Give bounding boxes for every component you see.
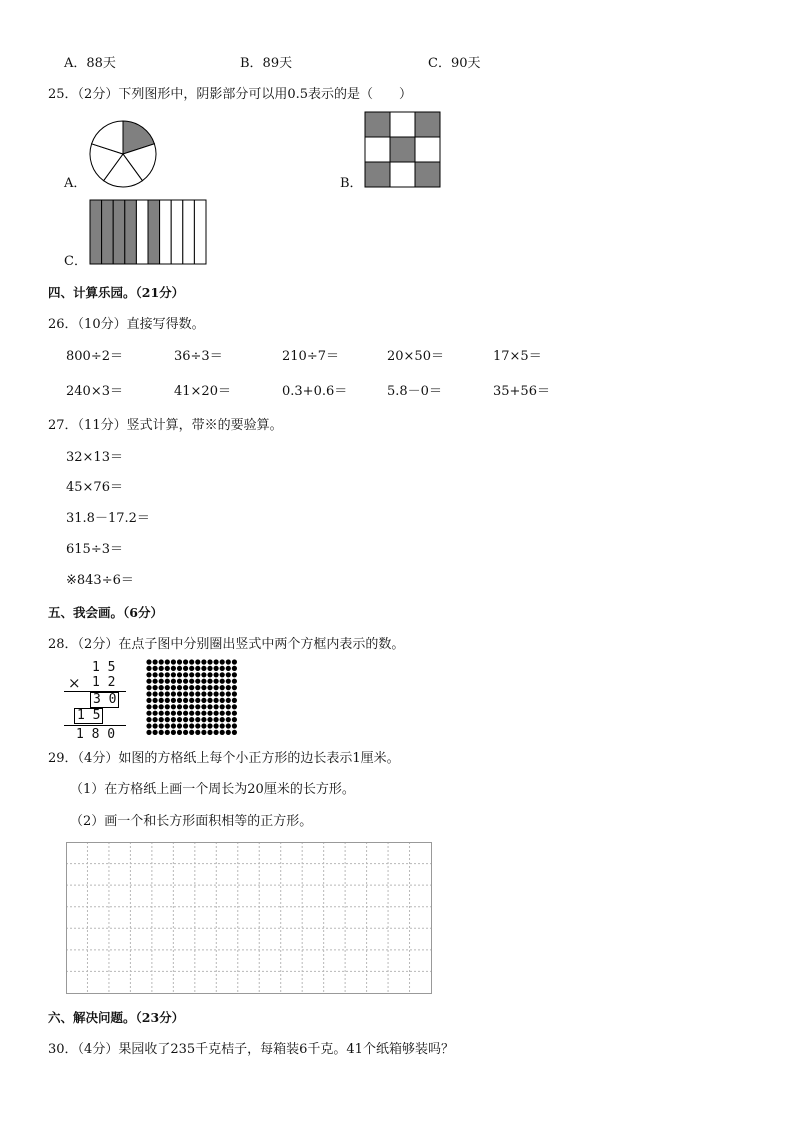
vertical-calc-item: 615÷3＝ <box>66 542 123 557</box>
dot <box>232 723 237 728</box>
vertical-calc-item: ※843÷6＝ <box>66 573 134 588</box>
question-29-sub-2: （2）画一个和长方形面积相等的正方形。 <box>70 814 313 829</box>
calc-item: 5.8－0＝ <box>387 384 442 399</box>
dot <box>183 698 188 703</box>
dot <box>214 666 219 671</box>
dot <box>226 691 231 696</box>
dot <box>159 723 164 728</box>
dot <box>226 666 231 671</box>
vertical-calc-item: 32×13＝ <box>66 450 123 465</box>
dot <box>171 698 176 703</box>
dot <box>171 679 176 684</box>
dot <box>220 698 225 703</box>
dot <box>232 717 237 722</box>
dot <box>214 691 219 696</box>
dot <box>153 659 158 664</box>
dot <box>159 730 164 735</box>
dot <box>177 666 182 671</box>
dot <box>201 723 206 728</box>
dot <box>214 723 219 728</box>
dot <box>146 717 151 722</box>
calc-item: 240×3＝ <box>66 384 123 399</box>
dot <box>207 685 212 690</box>
dot <box>232 704 237 709</box>
dot <box>146 685 151 690</box>
dot <box>220 666 225 671</box>
dot <box>159 672 164 677</box>
q25-label-c: C． <box>64 254 87 269</box>
dot <box>183 730 188 735</box>
dot <box>189 730 194 735</box>
dot <box>195 717 200 722</box>
checker-cell-shaded <box>415 162 440 187</box>
dot <box>232 730 237 735</box>
dot <box>159 711 164 716</box>
section-6-title: 六、解决问题。（23分） <box>48 1010 185 1025</box>
dot <box>201 659 206 664</box>
stripe <box>194 200 206 264</box>
dot <box>159 717 164 722</box>
dot <box>165 679 170 684</box>
dot <box>189 691 194 696</box>
dot <box>165 704 170 709</box>
dot <box>171 717 176 722</box>
dot <box>177 704 182 709</box>
calc-item: 36÷3＝ <box>174 349 223 364</box>
dot <box>146 698 151 703</box>
checker-cell-shaded <box>415 112 440 137</box>
checker-cell <box>390 162 415 187</box>
dot <box>220 723 225 728</box>
question-29-sub-1: （1）在方格纸上画一个周长为20厘米的长方形。 <box>70 782 355 797</box>
dot <box>146 679 151 684</box>
dot <box>214 685 219 690</box>
dot <box>183 691 188 696</box>
question-26-stem: 26．（10分）直接写得数。 <box>48 317 205 332</box>
dot <box>220 711 225 716</box>
dot <box>183 666 188 671</box>
checker-cell-shaded <box>390 137 415 162</box>
dot <box>226 685 231 690</box>
dot <box>159 685 164 690</box>
dot <box>177 691 182 696</box>
dot <box>201 691 206 696</box>
dot <box>171 711 176 716</box>
stripe <box>160 200 172 264</box>
dot <box>195 704 200 709</box>
dot <box>146 672 151 677</box>
vertical-calc-item: 45×76＝ <box>66 480 123 495</box>
dot <box>165 711 170 716</box>
dot <box>201 685 206 690</box>
dot <box>153 698 158 703</box>
calc-item: 35+56＝ <box>493 384 550 399</box>
dot <box>220 704 225 709</box>
dot <box>165 672 170 677</box>
dot <box>195 672 200 677</box>
dot <box>183 723 188 728</box>
checker-cell-shaded <box>365 112 390 137</box>
dot <box>232 666 237 671</box>
dot <box>146 723 151 728</box>
grid-border <box>67 843 432 994</box>
q25-label-a: A． <box>64 176 87 191</box>
dot <box>195 723 200 728</box>
dot <box>165 666 170 671</box>
dot <box>171 730 176 735</box>
dot <box>226 672 231 677</box>
question-30-stem: 30．（4分）果园收了235千克桔子，每箱装6千克。41个纸箱够装吗？ <box>48 1042 454 1057</box>
dot <box>195 666 200 671</box>
dot <box>153 672 158 677</box>
dot <box>153 711 158 716</box>
stripe-shaded <box>102 200 114 264</box>
dot <box>201 730 206 735</box>
dot <box>201 711 206 716</box>
dot <box>159 659 164 664</box>
dot <box>201 679 206 684</box>
dot <box>214 679 219 684</box>
dot <box>159 691 164 696</box>
grid-paper[interactable] <box>66 842 432 994</box>
dot <box>183 659 188 664</box>
dot <box>171 704 176 709</box>
section-5-title: 五、我会画。（6分） <box>48 605 163 620</box>
dot <box>189 672 194 677</box>
dot <box>159 704 164 709</box>
times-sign: × <box>68 674 81 692</box>
pie-figure <box>88 119 158 189</box>
dot <box>207 659 212 664</box>
dot <box>195 659 200 664</box>
dot <box>177 698 182 703</box>
dot <box>201 717 206 722</box>
dot <box>214 717 219 722</box>
checker-cell <box>365 137 390 162</box>
dot <box>189 704 194 709</box>
calc-item: 0.3+0.6＝ <box>282 384 348 399</box>
dot <box>153 685 158 690</box>
question-27-stem: 27．（11分）竖式计算，带※的要验算。 <box>48 418 283 433</box>
dot <box>146 659 151 664</box>
dot <box>226 723 231 728</box>
dot <box>232 672 237 677</box>
dot <box>171 723 176 728</box>
dot <box>177 730 182 735</box>
dot <box>165 685 170 690</box>
dot <box>177 659 182 664</box>
dot <box>165 698 170 703</box>
dot <box>165 730 170 735</box>
dot <box>189 723 194 728</box>
dot <box>146 666 151 671</box>
dot <box>171 691 176 696</box>
dot <box>153 723 158 728</box>
dot <box>153 691 158 696</box>
dot <box>189 717 194 722</box>
dot <box>183 704 188 709</box>
dot <box>214 711 219 716</box>
dot <box>207 704 212 709</box>
multiplier: 1 2 <box>92 675 116 690</box>
dot <box>177 672 182 677</box>
dot <box>153 730 158 735</box>
dot <box>220 679 225 684</box>
dot <box>220 685 225 690</box>
question-28-stem: 28．（2分）在点子图中分别圈出竖式中两个方框内表示的数。 <box>48 637 405 652</box>
dot <box>226 717 231 722</box>
dot <box>220 659 225 664</box>
dot <box>183 717 188 722</box>
dot <box>220 672 225 677</box>
calc-item: 210÷7＝ <box>282 349 339 364</box>
dot <box>226 704 231 709</box>
partial-product-box-2: 1 5 <box>74 708 103 724</box>
multiplicand: 1 5 <box>92 660 116 675</box>
dot <box>171 672 176 677</box>
dot <box>226 659 231 664</box>
dot <box>207 698 212 703</box>
dot <box>207 717 212 722</box>
dot <box>153 704 158 709</box>
dot <box>232 691 237 696</box>
question-25-stem: 25．（2分）下列图形中，阴影部分可以用0.5表示的是（ ） <box>48 87 412 102</box>
dot <box>207 711 212 716</box>
dot <box>146 704 151 709</box>
dot <box>165 659 170 664</box>
dot <box>159 679 164 684</box>
product-result: 1 8 0 <box>76 727 116 742</box>
checker-cell <box>390 112 415 137</box>
question-29-stem: 29．（4分）如图的方格纸上每个小正方形的边长表示1厘米。 <box>48 751 400 766</box>
dot <box>195 685 200 690</box>
dot <box>232 698 237 703</box>
calc-item: 17×5＝ <box>493 349 542 364</box>
dot <box>153 679 158 684</box>
dot <box>171 659 176 664</box>
dot <box>183 679 188 684</box>
option-b: B．89天 <box>240 56 293 71</box>
dot <box>226 698 231 703</box>
dot <box>201 666 206 671</box>
dot <box>195 691 200 696</box>
dot <box>189 659 194 664</box>
stripe-shaded <box>90 200 102 264</box>
dot <box>189 685 194 690</box>
dot <box>232 679 237 684</box>
stripe-shaded <box>113 200 125 264</box>
dot <box>177 717 182 722</box>
dot <box>220 717 225 722</box>
dot <box>183 672 188 677</box>
dot <box>146 711 151 716</box>
dot <box>195 698 200 703</box>
dot <box>171 685 176 690</box>
dot <box>207 672 212 677</box>
vertical-calc-item: 31.8－17.2＝ <box>66 511 150 526</box>
dot <box>232 685 237 690</box>
dot <box>171 666 176 671</box>
dot <box>146 691 151 696</box>
dot <box>153 666 158 671</box>
dot <box>165 691 170 696</box>
dot <box>189 679 194 684</box>
dot <box>201 698 206 703</box>
dot <box>220 730 225 735</box>
dot <box>207 679 212 684</box>
checker-cell <box>415 137 440 162</box>
dot <box>214 730 219 735</box>
dot <box>183 711 188 716</box>
calc-item: 20×50＝ <box>387 349 444 364</box>
calc-item: 800÷2＝ <box>66 349 123 364</box>
calc-item: 41×20＝ <box>174 384 231 399</box>
checker-cell-shaded <box>365 162 390 187</box>
stripe-figure <box>90 200 207 266</box>
partial-product-box-1: 3 0 <box>90 692 119 708</box>
dot <box>177 723 182 728</box>
dot <box>226 711 231 716</box>
stripe <box>183 200 195 264</box>
dot <box>214 659 219 664</box>
dot <box>232 659 237 664</box>
stripe-shaded <box>148 200 160 264</box>
dot <box>207 723 212 728</box>
checker-figure <box>365 112 441 188</box>
dot <box>189 666 194 671</box>
section-4-title: 四、计算乐园。（21分） <box>48 285 185 300</box>
stripe <box>171 200 183 264</box>
dot <box>207 666 212 671</box>
dot <box>214 704 219 709</box>
dot <box>177 679 182 684</box>
dot <box>177 685 182 690</box>
dot <box>232 711 237 716</box>
dot <box>207 730 212 735</box>
stripe <box>136 200 148 264</box>
dot <box>153 717 158 722</box>
dot <box>226 730 231 735</box>
dot <box>201 672 206 677</box>
dot <box>214 698 219 703</box>
dot <box>226 679 231 684</box>
dot <box>207 691 212 696</box>
dot <box>183 685 188 690</box>
dot <box>189 698 194 703</box>
dot <box>195 730 200 735</box>
dot <box>165 717 170 722</box>
dot <box>146 730 151 735</box>
dot <box>214 672 219 677</box>
stripe-shaded <box>125 200 137 264</box>
dot <box>159 698 164 703</box>
dot-array <box>146 659 238 737</box>
dot <box>201 704 206 709</box>
dot <box>159 666 164 671</box>
option-c: C．90天 <box>428 56 481 71</box>
dot <box>220 691 225 696</box>
vertical-multiplication <box>64 658 128 744</box>
dot <box>195 711 200 716</box>
dot <box>195 679 200 684</box>
dot <box>189 711 194 716</box>
q25-label-b: B． <box>340 176 363 191</box>
dot <box>165 723 170 728</box>
option-a: A．88天 <box>64 56 116 71</box>
dot <box>177 711 182 716</box>
